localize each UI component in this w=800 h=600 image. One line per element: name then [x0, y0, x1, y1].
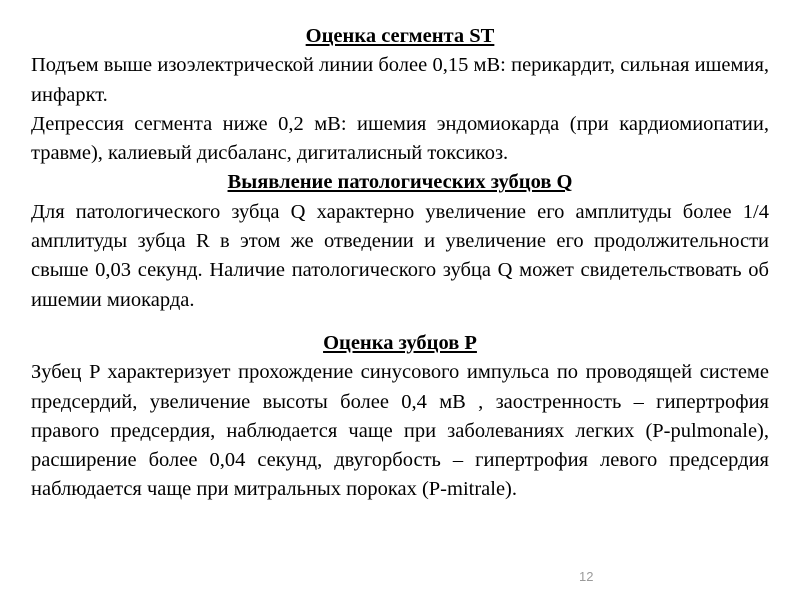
heading-q-waves: Выявление патологических зубцов Q: [227, 171, 573, 194]
paragraph-st-depression: Депрессия сегмента ниже 0,2 мВ: ишемия эндомиокарда (при кардиомиопатии, травме), калиевый дисбаланс, дигиталисный токсикоз.: [31, 112, 769, 165]
paragraph-p-waves: Зубец P характеризует прохождение синусового импульса по проводящей системе предсердий, увеличение высоты более 0,4 мВ , заостренность – гипертрофия правого предсердия, наблюдается чаще при заболеваниях легких (P-pulmonale), расширение более 0,04 секунд, двугорбость – гипертрофия левого предсердия наблюдается чаще при митральных пороках (P-mitrale).: [31, 361, 769, 501]
paragraph-q-waves: Для патологического зубца Q характерно увеличение его амплитуды более 1/4 амплитуды зубца R в этом же отведении и увеличение его продолжительности свыше 0,03 секунд. Наличие патологического зубца Q может свидетельствовать об ишемии миокарда.: [31, 200, 769, 311]
section-spacer: [31, 315, 769, 329]
heading-p-waves: Оценка зубцов P: [323, 331, 477, 354]
page-number: 12: [579, 569, 594, 584]
heading-st-segment: Оценка сегмента ST: [305, 25, 495, 47]
paragraph-st-elevation: Подъем выше изоэлектрической линии более 0,15 мВ: перикардит, сильная ишемия, инфаркт.: [31, 54, 769, 106]
